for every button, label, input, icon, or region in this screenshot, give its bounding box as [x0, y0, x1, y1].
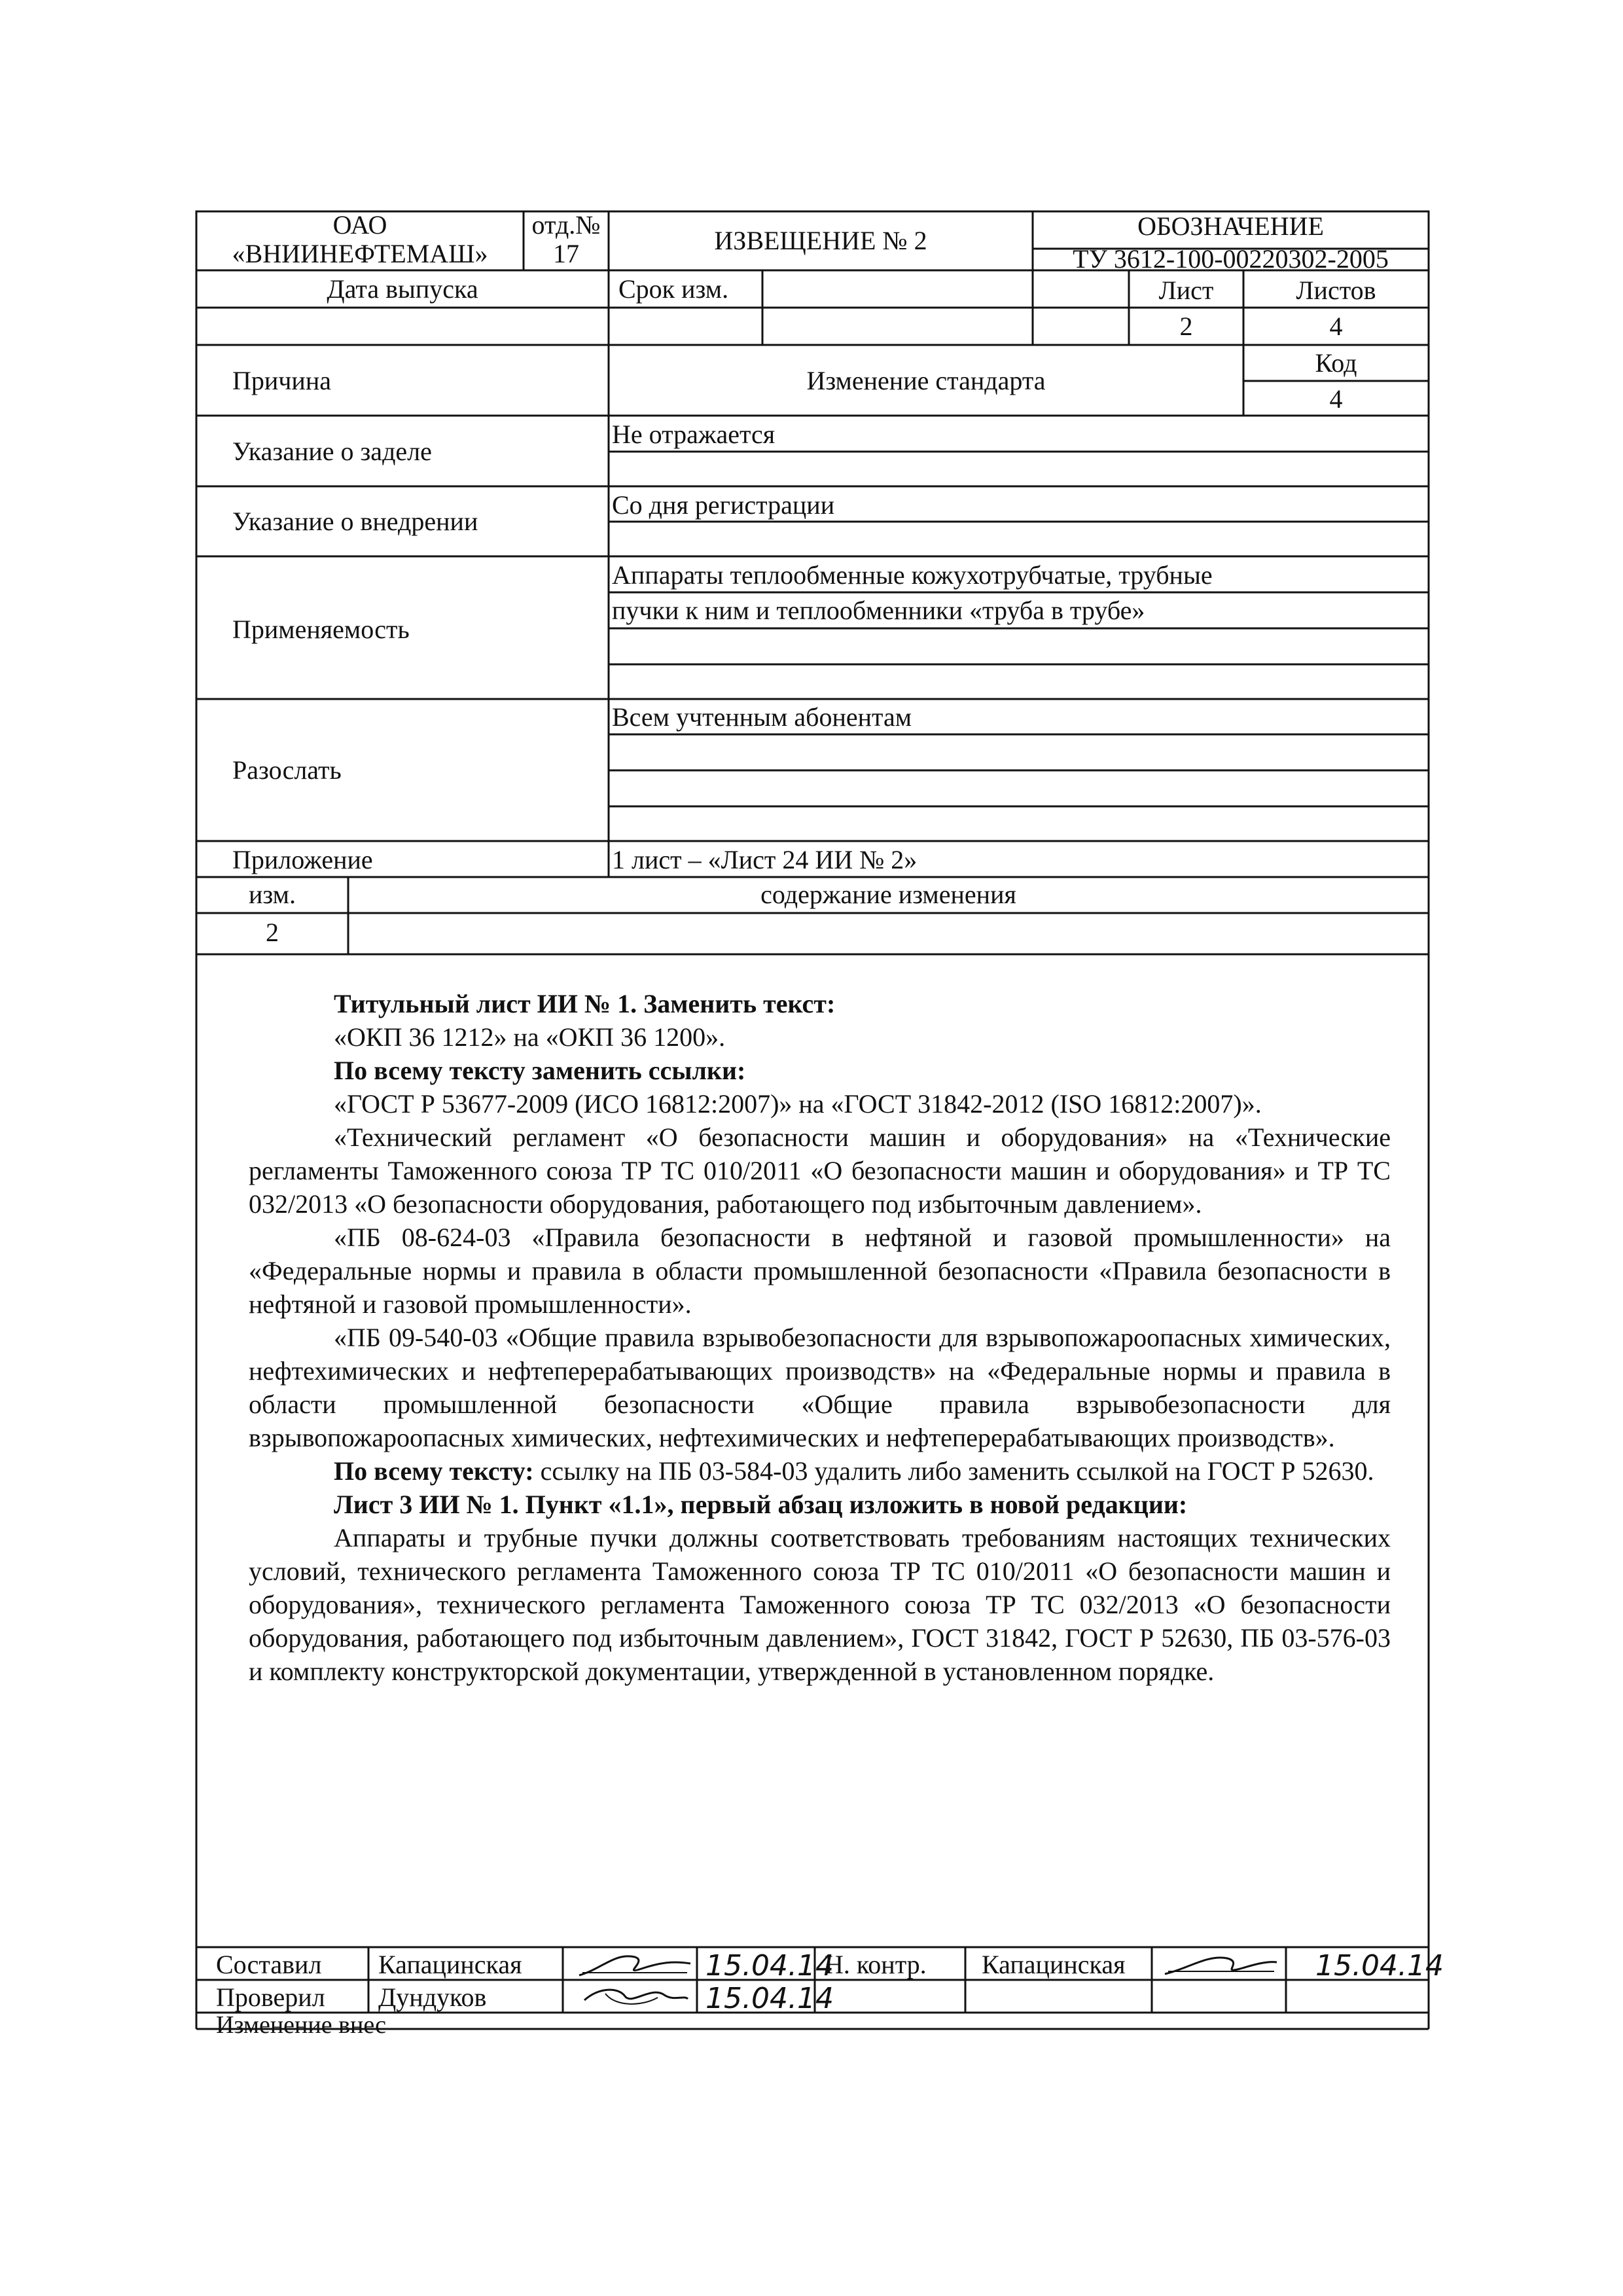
- reason-label: Причина: [232, 366, 331, 395]
- paragraph-gost: «ГОСТ Р 53677-2009 (ИСО 16812:2007)» на «ГОСТ 31842-2012 (ISO 16812:2007)».: [334, 1089, 1262, 1119]
- dept-cell: [524, 211, 609, 268]
- sheets-value: 4: [1329, 312, 1343, 341]
- compiled-name: Капацинская: [378, 1950, 522, 1979]
- checked-signature: [579, 1981, 690, 2011]
- designation-label: ОБОЗНАЧЕНИЕ: [1137, 211, 1324, 241]
- paragraph-regulation: «Технический регламент «О безопасности машин и оборудования» на «Технические регламенты Таможенного союза ТР ТС 010/2011 «О безопасности машин и оборудования» и ТР ТС 032/2013 «О безопасности оборудования, работающего под избыточным давлением».: [249, 1122, 1391, 1219]
- dept-value: 17: [553, 239, 579, 268]
- change-no-label: изм.: [249, 880, 296, 909]
- paragraph-title-sheet: Титульный лист ИИ № 1. Заменить текст:: [334, 989, 836, 1018]
- checked-date: 15.04.14: [705, 1982, 834, 2015]
- dept-label: отд.№: [531, 210, 601, 240]
- compiled-label: Составил: [216, 1950, 322, 1979]
- paragraph-okp: «ОКП 36 1212» на «ОКП 36 1200».: [334, 1022, 726, 1052]
- paragraph-pb-09: «ПБ 09-540-03 «Общие правила взрывобезопасности для взрывопожароопасных химических, нефтехимических и нефтеперерабатывающих производств» на «Федеральные нормы и правила в области промышленной безопасности «Общие правила взрывобезопасности для взрывопожароопасных химических, нефтехимических и нефтеперерабатывающих производств».: [249, 1323, 1391, 1452]
- code-value: 4: [1329, 384, 1343, 414]
- norm-control-label: Н. контр.: [825, 1950, 927, 1979]
- checked-label: Проверил: [216, 1982, 325, 2012]
- backlog-value: Не отражается: [612, 420, 776, 449]
- change-no-value: 2: [266, 918, 279, 947]
- distribute-label: Разослать: [232, 755, 342, 785]
- paragraph-pb-03-bold: По всему тексту:: [334, 1456, 534, 1486]
- org-name: [196, 211, 524, 268]
- implementation-label: Указание о внедрении: [232, 507, 478, 536]
- sheets-label: Листов: [1296, 276, 1376, 305]
- paragraph-sheet3-heading: Лист 3 ИИ № 1. Пункт «1.1», первый абзац изложить в новой редакции:: [334, 1490, 1188, 1519]
- entered-label: Изменение внес: [216, 2011, 387, 2039]
- paragraph-refs-heading: По всему тексту заменить ссылки:: [334, 1056, 746, 1085]
- notice-title: ИЗВЕЩЕНИЕ № 2: [714, 226, 927, 255]
- checked-name: Дундуков: [378, 1982, 487, 2012]
- sheet-value: 2: [1179, 312, 1193, 341]
- applicability-line-2: пучки к ним и теплообменники «труба в трубе»: [612, 596, 1145, 625]
- paragraph-clause-1-1: Аппараты и трубные пучки должны соответствовать требованиям настоящих технических условий, технического регламента Таможенного союза ТР ТС 010/2011 «О безопасности машин и оборудования», технического регламента Таможенного союза ТР ТС 032/2013 «О безопасности оборудования, работающего под избыточным давлением», ГОСТ 31842, ГОСТ Р 52630, ПБ 03-576-03 и комплекту конструкторской документации, утвержденной в установленном порядке.: [249, 1523, 1391, 1686]
- backlog-label: Указание о заделе: [232, 437, 432, 466]
- applicability-line-1: Аппараты теплообменные кожухотрубчатые, трубные: [612, 560, 1213, 590]
- change-term-label: Срок изм.: [618, 274, 729, 304]
- appendix-label: Приложение: [232, 845, 373, 874]
- org-line-2: «ВНИИНЕФТЕМАШ»: [232, 239, 488, 268]
- paragraph-pb-03: [249, 1454, 1391, 1488]
- appendix-value: 1 лист – «Лист 24 ИИ № 2»: [612, 845, 918, 874]
- compiled-date: 15.04.14: [705, 1949, 834, 1982]
- change-content-label: содержание изменения: [760, 880, 1016, 909]
- applicability-label: Применяемость: [232, 615, 410, 644]
- paragraph-pb-08: «ПБ 08-624-03 «Правила безопасности в нефтяной и газовой промышленности» на «Федеральные нормы и правила в области промышленной безопасности «Правила безопасности в нефтяной и газовой промышленности».: [249, 1223, 1391, 1319]
- norm-control-signature: [1162, 1949, 1279, 1979]
- code-label: Код: [1315, 348, 1357, 378]
- paragraph-pb-03-rest: ссылку на ПБ 03-584-03 удалить либо заменить ссылкой на ГОСТ Р 52630.: [533, 1456, 1374, 1486]
- distribute-value: Всем учтенным абонентам: [612, 702, 912, 732]
- compiled-signature: [576, 1949, 694, 1979]
- designation-value: ТУ 3612-100-00220302-2005: [1073, 244, 1389, 274]
- implementation-value: Со дня регистрации: [612, 490, 835, 520]
- sheet-label: Лист: [1158, 276, 1214, 305]
- norm-control-date: 15.04.14: [1315, 1949, 1444, 1982]
- norm-control-name: Капацинская: [982, 1950, 1126, 1979]
- change-content: [249, 987, 1391, 1688]
- issue-date-label: Дата выпуска: [327, 274, 478, 304]
- reason-value: Изменение стандарта: [806, 366, 1046, 395]
- org-line-1: ОАО: [332, 210, 387, 240]
